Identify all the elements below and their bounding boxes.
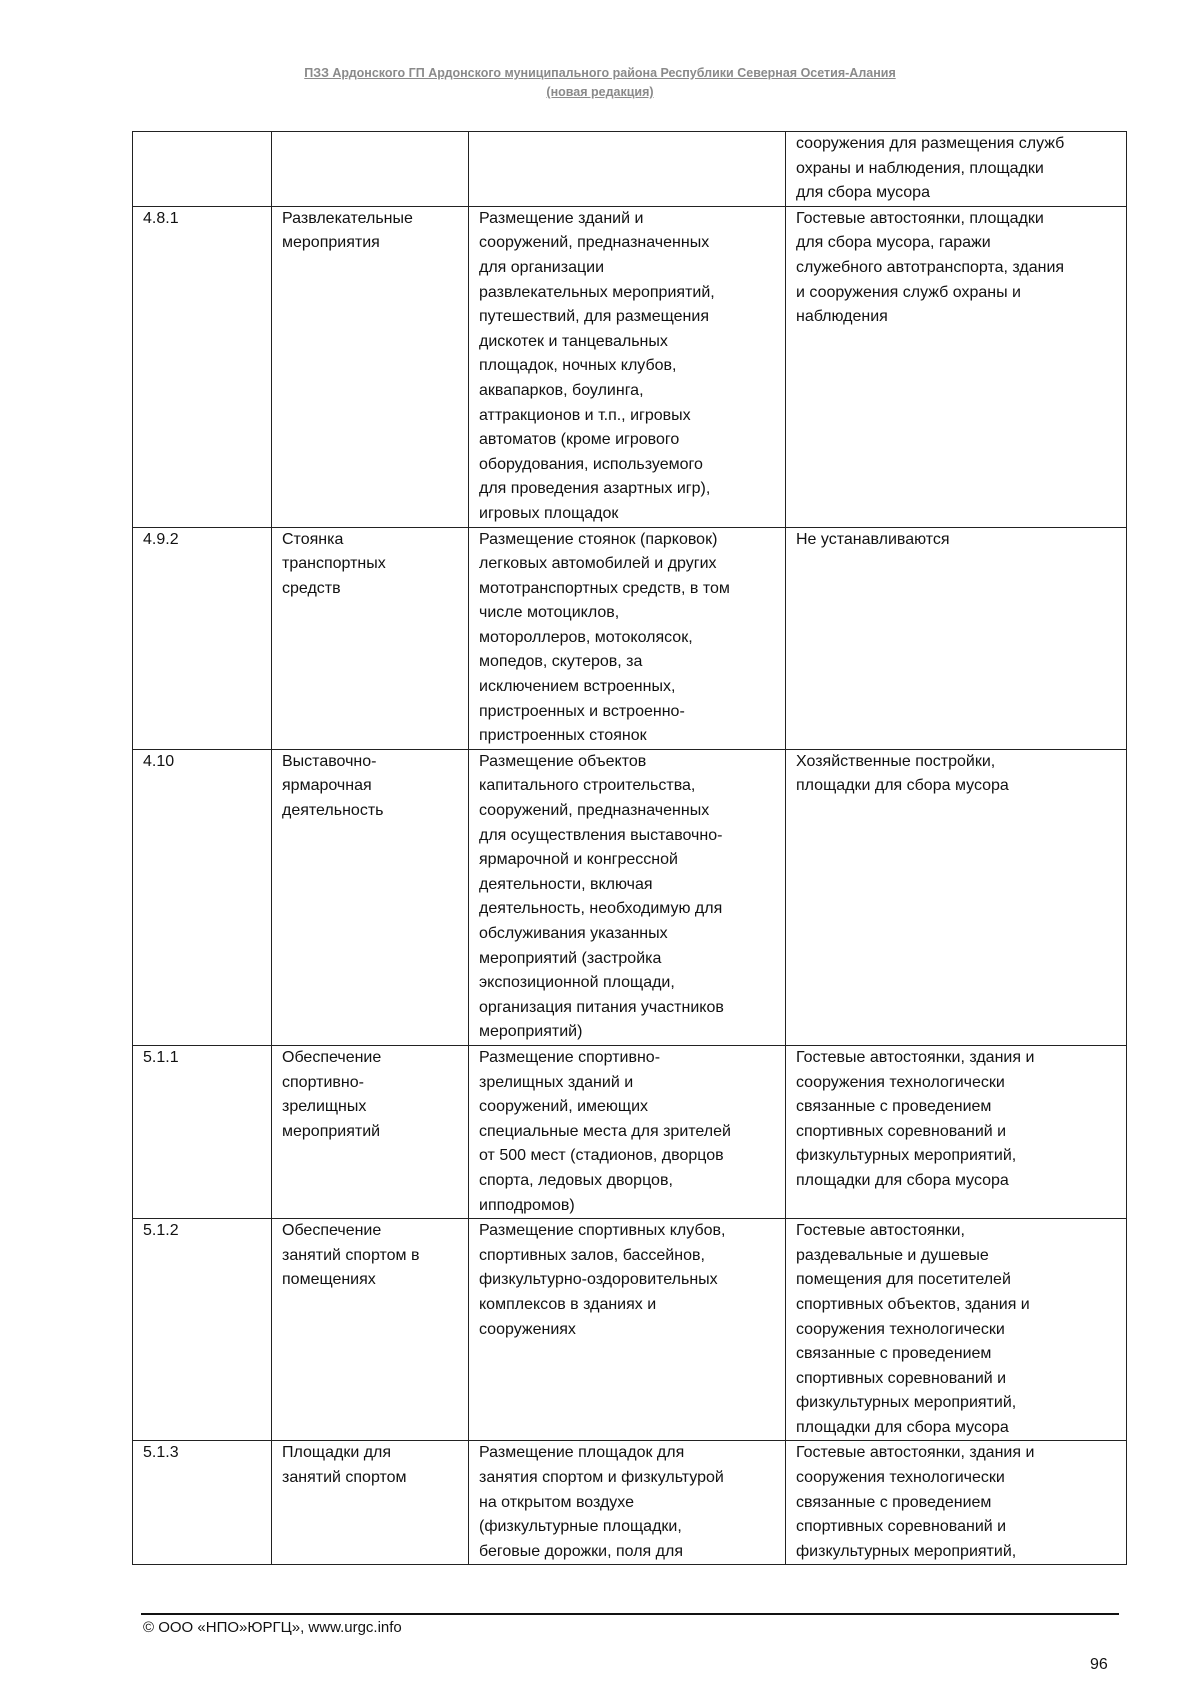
cell-text-line: связанные с проведением (796, 1493, 992, 1511)
cell-text-line: игровых площадок (479, 504, 619, 522)
cell-text-line: сооружения технологически (796, 1469, 1005, 1487)
cell-text-line: мотороллеров, мотоколясок, (479, 628, 693, 646)
cell-text-line: физкультурных мероприятий, (796, 1394, 1017, 1412)
cell-use-description (469, 749, 786, 1045)
cell-text-line: служебного автотранспорта, здания (796, 258, 1065, 276)
page-number: 96 (1090, 1656, 1108, 1673)
cell-text-line: на открытом воздухе (479, 1493, 635, 1511)
cell-text-line: Хозяйственные постройки, (796, 752, 996, 770)
cell-text-line: (физкультурные площадки, (479, 1518, 682, 1536)
cell-text-line: деятельность (282, 802, 384, 820)
cell-text-line: деятельность, необходимую для (479, 900, 723, 918)
cell-auxiliary-uses (786, 1045, 1127, 1218)
cell-text-line: путешествий, для размещения (479, 308, 709, 326)
cell-text-line: Обеспечение (282, 1222, 382, 1240)
cell-text-line: сооружений, имеющих (479, 1098, 649, 1116)
cell-text-line: для осуществления выставочно- (479, 826, 723, 844)
table-row (133, 749, 1127, 1045)
cell-use-description (469, 527, 786, 749)
cell-text-line: связанные с проведением (796, 1098, 992, 1116)
cell-auxiliary-uses (786, 132, 1127, 207)
cell-text-line: деятельности, включая (479, 875, 653, 893)
cell-text-line: занятия спортом и физкультурой (479, 1469, 724, 1487)
cell-text-line: экспозиционной площади, (479, 974, 675, 992)
cell-use-name (272, 749, 469, 1045)
cell-use-name (272, 1441, 469, 1565)
cell-text-line: спортивных залов, бассейнов, (479, 1246, 705, 1264)
cell-text-line: 5.1.2 (143, 1222, 179, 1240)
table-body (133, 132, 1127, 1565)
cell-text-line: легковых автомобилей и других (479, 555, 717, 573)
land-use-table (132, 131, 1127, 1565)
cell-text-line: мероприятий (застройка (479, 949, 662, 967)
cell-text-line: спортивных соревнований и (796, 1369, 1007, 1387)
cell-text-line: пристроенных и встроенно- (479, 702, 685, 720)
cell-text-line: Размещение зданий и (479, 209, 644, 227)
cell-text-line: наблюдения (796, 308, 888, 326)
cell-text-line: ярмарочная (282, 777, 372, 795)
cell-text-line: Стоянка (282, 530, 344, 548)
cell-text-line: оборудования, используемого (479, 455, 703, 473)
cell-text-line: раздевальные и душевые (796, 1246, 989, 1264)
cell-use-name (272, 1045, 469, 1218)
cell-text-line: сооружений, предназначенных (479, 802, 710, 820)
cell-text-line: сооружения технологически (796, 1073, 1005, 1091)
cell-text-line: от 500 мест (стадионов, дворцов (479, 1147, 724, 1165)
table-row (133, 132, 1127, 207)
cell-text-line: спортивных соревнований и (796, 1122, 1007, 1140)
header-subtitle: (новая редакция) (546, 85, 654, 99)
cell-text-line: исключением встроенных, (479, 678, 676, 696)
cell-text-line: и сооружения служб охраны и (796, 283, 1021, 301)
cell-text-line: Гостевые автостоянки, площадки (796, 209, 1044, 227)
cell-text-line: мероприятий (282, 1122, 381, 1140)
table-row (133, 206, 1127, 527)
cell-text-line: Гостевые автостоянки, (796, 1222, 965, 1240)
cell-text-line: Размещение стоянок (парковок) (479, 530, 718, 548)
cell-text-line: физкультурно-оздоровительных (479, 1271, 718, 1289)
cell-text-line: для проведения азартных игр), (479, 480, 711, 498)
cell-use-name (272, 206, 469, 527)
cell-auxiliary-uses (786, 527, 1127, 749)
cell-text-line: спортивных объектов, здания и (796, 1295, 1030, 1313)
cell-code (133, 206, 272, 527)
cell-text-line: 5.1.3 (143, 1444, 179, 1462)
cell-use-description (469, 132, 786, 207)
cell-text-line: 4.10 (143, 752, 175, 770)
cell-text-line: помещения для посетителей (796, 1271, 1011, 1289)
cell-text-line: площадки для сбора мусора (796, 1418, 1009, 1436)
cell-auxiliary-uses (786, 749, 1127, 1045)
cell-text-line: мероприятия (282, 234, 380, 252)
cell-code (133, 1441, 272, 1565)
cell-use-name (272, 132, 469, 207)
cell-text-line: числе мотоциклов, (479, 604, 620, 622)
cell-text-line: охраны и наблюдения, площадки (796, 159, 1044, 177)
cell-text-line: Гостевые автостоянки, здания и (796, 1444, 1035, 1462)
cell-text-line: беговые дорожки, поля для (479, 1542, 683, 1560)
cell-use-description (469, 1441, 786, 1565)
cell-text-line: обслуживания указанных (479, 925, 668, 942)
cell-text-line: площадки для сбора мусора (796, 777, 1009, 795)
cell-text-line: зрелищных зданий и (479, 1073, 634, 1091)
cell-text-line: площадок, ночных клубов, (479, 357, 677, 375)
page-header (0, 64, 1200, 102)
cell-text-line: для сбора мусора, гаражи (796, 234, 991, 252)
cell-text-line: зрелищных (282, 1098, 367, 1116)
cell-text-line: физкультурных мероприятий, (796, 1147, 1017, 1165)
cell-text-line: ярмарочной и конгрессной (479, 851, 678, 869)
cell-text-line: мопедов, скутеров, за (479, 653, 643, 671)
cell-text-line: комплексов в зданиях и (479, 1295, 657, 1313)
cell-use-description (469, 1219, 786, 1441)
cell-text-line: помещениях (282, 1271, 376, 1289)
cell-code (133, 1045, 272, 1218)
cell-text-line: Развлекательные (282, 209, 413, 227)
cell-text-line: для организации (479, 258, 605, 276)
table-row (133, 1441, 1127, 1565)
cell-text-line: капитального строительства, (479, 777, 696, 795)
cell-auxiliary-uses (786, 206, 1127, 527)
cell-text-line: пристроенных стоянок (479, 727, 647, 745)
cell-text-line: сооружений, предназначенных (479, 234, 710, 252)
cell-text-line: сооружениях (479, 1320, 576, 1338)
table-row (133, 1045, 1127, 1218)
cell-use-description (469, 1045, 786, 1218)
cell-code (133, 1219, 272, 1441)
cell-text-line: специальные места для зрителей (479, 1122, 731, 1140)
cell-text-line: спортивных соревнований и (796, 1518, 1007, 1536)
cell-text-line: площадки для сбора мусора (796, 1171, 1009, 1189)
cell-text-line: мототранспортных средств, в том (479, 579, 730, 597)
cell-text-line: Гостевые автостоянки, здания и (796, 1048, 1035, 1066)
cell-text-line: Размещение объектов (479, 752, 647, 770)
cell-auxiliary-uses (786, 1219, 1127, 1441)
cell-text-line: дискотек и танцевальных (479, 332, 668, 350)
cell-text-line: спорта, ледовых дворцов, (479, 1171, 673, 1189)
cell-text-line: Размещение спортивно- (479, 1048, 661, 1066)
cell-code (133, 132, 272, 207)
cell-text-line: Площадки для (282, 1444, 392, 1462)
cell-text-line: аттракционов и т.п., игровых (479, 406, 691, 424)
cell-auxiliary-uses (786, 1441, 1127, 1565)
cell-text-line: занятий спортом (282, 1469, 407, 1487)
table-row (133, 1219, 1127, 1441)
cell-code (133, 749, 272, 1045)
cell-text-line: организация питания участников (479, 998, 724, 1016)
cell-text-line: автоматов (кроме игрового (479, 431, 680, 449)
cell-use-description (469, 206, 786, 527)
header-title: ПЗЗ Ардонского ГП Ардонского муниципального района Республики Северная Осетия-Алания (304, 66, 896, 80)
cell-text-line: физкультурных мероприятий, (796, 1542, 1017, 1560)
cell-text-line: 4.9.2 (143, 530, 179, 548)
cell-text-line: Размещение спортивных клубов, (479, 1222, 726, 1240)
cell-text-line: 4.8.1 (143, 209, 179, 227)
cell-text-line: развлекательных мероприятий, (479, 283, 715, 301)
cell-text-line: ипподромов) (479, 1196, 575, 1214)
cell-text-line: аквапарков, боулинга, (479, 381, 644, 399)
cell-code (133, 527, 272, 749)
cell-text-line: 5.1.1 (143, 1048, 179, 1066)
cell-text-line: занятий спортом в (282, 1246, 420, 1264)
footer-copyright: © ООО «НПО»ЮРГЦ», www.urgc.info (143, 1619, 402, 1636)
cell-text-line: Выставочно- (282, 752, 377, 770)
cell-text-line: мероприятий) (479, 1023, 583, 1041)
cell-text-line: средств (282, 579, 341, 597)
table-row (133, 527, 1127, 749)
cell-use-name (272, 1219, 469, 1441)
footer-divider (141, 1613, 1119, 1615)
cell-text-line: спортивно- (282, 1073, 364, 1091)
cell-text-line: Размещение площадок для (479, 1444, 685, 1462)
cell-text-line: сооружения технологически (796, 1320, 1005, 1338)
cell-text-line: транспортных (282, 555, 386, 573)
cell-text-line: Не устанавливаются (796, 530, 950, 548)
cell-use-name (272, 527, 469, 749)
cell-text-line: Обеспечение (282, 1048, 382, 1066)
cell-text-line: связанные с проведением (796, 1345, 992, 1363)
cell-text-line: для сбора мусора (796, 184, 930, 202)
cell-text-line: сооружения для размещения служб (796, 135, 1065, 152)
